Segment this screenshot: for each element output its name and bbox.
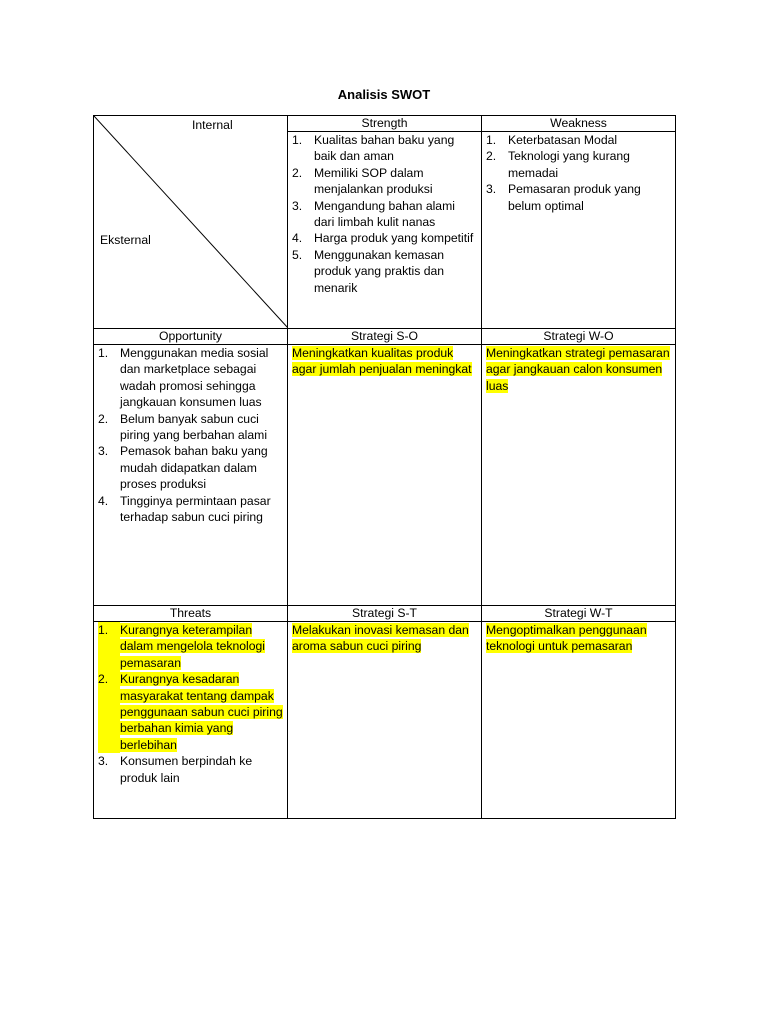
strategy-wo-text: Meningkatkan strategi pemasaran agar jangkauan calon konsumen luas	[486, 346, 670, 393]
strategy-wt-cell	[482, 622, 676, 819]
strategy-so-text: Meningkatkan kualitas produk agar jumlah penjualan meningkat	[292, 346, 472, 377]
list-item: 3. Pemasaran produk yang belum optimal	[486, 182, 641, 213]
weakness-header: Weakness	[482, 116, 676, 132]
strategy-so-header: Strategi S-O	[288, 329, 482, 345]
document-title: Analisis SWOT	[337, 87, 431, 102]
strategy-st-cell	[288, 622, 482, 819]
strategy-wo-header: Strategi W-O	[482, 329, 676, 345]
opportunity-list	[98, 345, 283, 525]
list-item: 3. Pemasok bahan baku yang mudah didapatkan dalam proses produksi	[98, 444, 268, 492]
list-item: 2. Teknologi yang kurang memadai	[486, 149, 630, 180]
list-item: 5. Menggunakan kemasan produk yang praktis dan menarik	[292, 247, 445, 295]
list-item: 1. Kualitas bahan baku yang baik dan aman	[292, 133, 455, 164]
diagonal-line	[94, 116, 288, 328]
swot-table	[93, 115, 676, 819]
strategy-wt-text: Mengoptimalkan penggunaan teknologi untuk pemasaran	[486, 623, 647, 654]
list-item: 3. Konsumen berpindah ke produk lain	[98, 754, 253, 785]
threats-header: Threats	[94, 606, 288, 622]
strategy-st-header: Strategi S-T	[288, 606, 482, 622]
list-item: 1. Keterbatasan Modal	[486, 133, 618, 147]
list-item: 3. Mengandung bahan alami dari limbah kulit nanas	[292, 198, 455, 230]
list-item: 4. Tingginya permintaan pasar terhadap sabun cuci piring	[98, 493, 271, 525]
strength-header: Strength	[288, 116, 482, 132]
internal-label: Internal	[192, 118, 233, 132]
strength-list-cell	[288, 132, 482, 329]
strategy-wt-header: Strategi W-T	[482, 606, 676, 622]
strategy-st-text: Melakukan inovasi kemasan dan aroma sabun cuci piring	[292, 623, 469, 654]
list-item: 2. Belum banyak sabun cuci piring yang berbahan alami	[98, 411, 268, 443]
threats-list	[98, 622, 283, 786]
strategy-wo-cell	[482, 345, 676, 606]
list-item: 1. Kurangnya keterampilan dalam mengelola teknologi pemasaran	[98, 623, 265, 670]
opportunity-header: Opportunity	[94, 329, 288, 345]
list-item: 2. Memiliki SOP dalam menjalankan produksi	[292, 165, 433, 197]
list-item: 4. Harga produk yang kompetitif	[292, 231, 474, 246]
strategy-so-cell	[288, 345, 482, 606]
opportunity-list-cell	[94, 345, 288, 606]
eksternal-label: Eksternal	[100, 233, 151, 247]
strength-list	[292, 132, 477, 296]
weakness-list	[486, 132, 671, 214]
list-item: 1. Menggunakan media sosial dan marketplace sebagai wadah promosi sehingga jangkauan konsumen luas	[98, 346, 269, 410]
corner-diagonal-cell	[94, 116, 288, 329]
threats-list-cell	[94, 622, 288, 819]
weakness-list-cell	[482, 132, 676, 329]
list-item: 2. Kurangnya kesadaran masyarakat tentang dampak penggunaan sabun cuci piring berbahan kimia yang berlebihan	[98, 672, 283, 752]
